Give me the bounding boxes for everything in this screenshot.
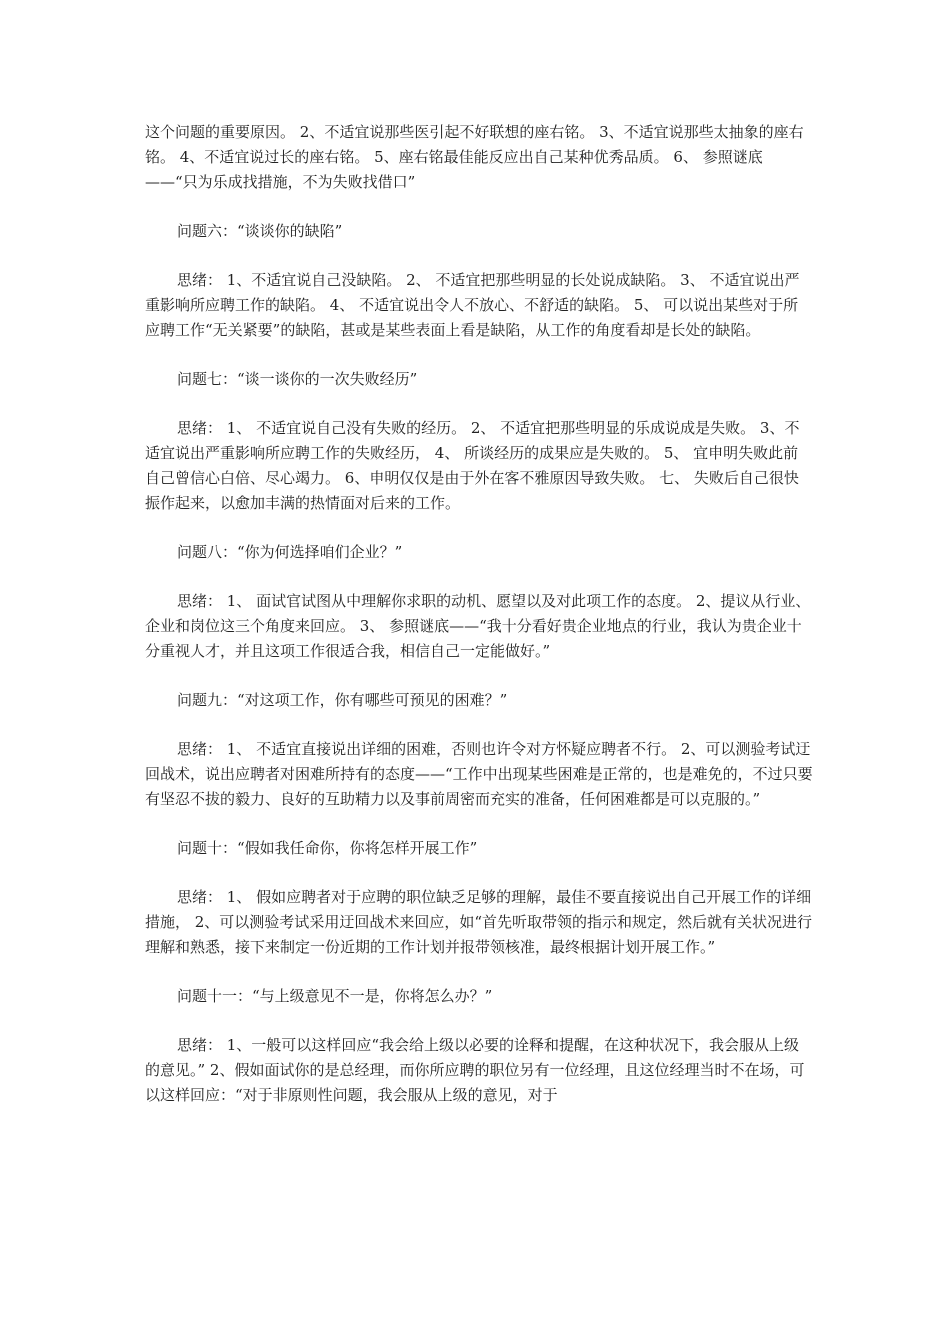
question-six-heading: 问题六：“谈谈你的缺陷” (177, 222, 343, 240)
question-ten-heading: 问题十：“假如我任命你，你将怎样开展工作” (177, 839, 478, 857)
question-seven-heading: 问题七：“谈一谈你的一次失败经历” (177, 370, 418, 388)
question-eleven-answer: 思绪： 1、一般可以这样回应“我会给上级以必要的诠释和提醒，在这种状况下，我会服从上级的意见。” 2、假如面试你的是总经理，而你所应聘的职位另有一位经理，且这位经理当时不在场，可以这样回应：“对于非原则性问题，我会服从上级的意见，对于 (145, 1036, 805, 1104)
question-seven-answer: 思绪： 1、 不适宜说自己没有失败的经历。 2、 不适宜把那些明显的乐成说成是失败。 3、不适宜说出严重影响所应聘工作的失败经历， 4、 所谈经历的成果应是失败的。 5、 宜申明失败此前自己曾信心白倍、尽心竭力。 6、申明仅仅是由于外在客不雅原因导致失败。 七、 失败后自己很快振作起来，以愈加丰满的热情面对后来的工作。 (145, 419, 800, 512)
continuation-paragraph: 这个问题的重要原因。 2、不适宜说那些医引起不好联想的座右铭。 3、不适宜说那些太抽象的座右铭。 4、不适宜说过长的座右铭。 5、座右铭最佳能反应出自己某种优秀品质。 6、 参照谜底——“只为乐成找措施，不为失败找借口” (145, 123, 804, 191)
question-nine-heading: 问题九：“对这项工作，你有哪些可预见的困难？” (177, 691, 508, 709)
document-page (145, 120, 813, 1108)
question-eight-heading: 问题八：“你为何选择咱们企业？” (177, 543, 403, 561)
question-nine-answer: 思绪： 1、 不适宜直接说出详细的困难，否则也许令对方怀疑应聘者不行。 2、可以测验考试迂回战术，说出应聘者对困难所持有的态度——“工作中出现某些困难是正常的，也是难免的，不过只要有坚忍不拔的毅力、良好的互助精力以及事前周密而充实的准备，任何困难都是可以克服的。” (145, 740, 813, 808)
question-ten-answer: 思绪： 1、 假如应聘者对于应聘的职位缺乏足够的理解，最佳不要直接说出自己开展工作的详细措施， 2、可以测验考试采用迂回战术来回应，如“首先听取带领的指示和规定，然后就有关状况进行理解和熟悉，接下来制定一份近期的工作计划并报带领核准，最终根据计划开展工作。” (145, 888, 812, 956)
question-eleven-heading: 问题十一：“与上级意见不一是，你将怎么办？” (177, 987, 493, 1005)
question-eight-answer: 思绪： 1、 面试官试图从中理解你求职的动机、愿望以及对此项工作的态度。 2、提议从行业、企业和岗位这三个角度来回应。 3、 参照谜底——“我十分看好贵企业地点的行业，我认为贵企业十分重视人才，并且这项工作很适合我，相信自己一定能做好。” (145, 592, 811, 660)
question-six-answer: 思绪： 1、不适宜说自己没缺陷。 2、 不适宜把那些明显的长处说成缺陷。 3、 不适宜说出严重影响所应聘工作的缺陷。 4、 不适宜说出令人不放心、不舒适的缺陷。 5、 可以说出某些对于所应聘工作“无关紧要”的缺陷，甚或是某些表面上看是缺陷，从工作的角度看却是长处的缺陷。 (145, 271, 800, 339)
